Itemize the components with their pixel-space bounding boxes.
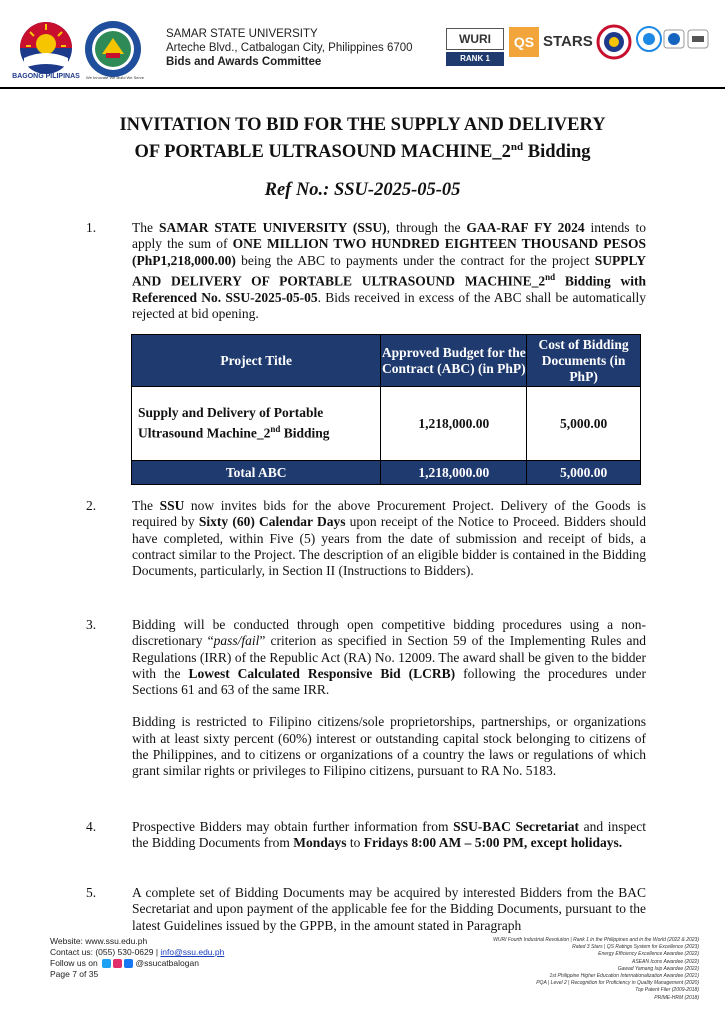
header-abc: Approved Budget for the Contract (ABC) (in PhP) (381, 335, 527, 387)
superscript: nd (270, 424, 281, 435)
title-line-2-sup: nd (510, 141, 524, 153)
total-abc: 1,218,000.00 (381, 461, 527, 485)
footer-contact-line (50, 947, 224, 958)
award-item: WURI Fourth Industrial Revolution | Rank 1 in the Philippines and in the World (2022 & 2023) (493, 937, 699, 943)
italic-run: pass/fail (213, 633, 260, 649)
paragraph-text (132, 819, 646, 852)
award-item: Rated 3 Stars | QS Ratings System for Excellence (2023) (572, 944, 699, 951)
footer-email-link[interactable]: info@ssu.edu.ph (160, 947, 225, 957)
ssu-seal-caption: We Innovate We Build We Serve (85, 75, 145, 80)
paragraph-subtext: Bidding is restricted to Filipino citizens/sole proprietorships, partnerships, or organizations with at least sixty percent (60%) interest or outstanding capital stock belonging to citizens of the Philippines, and to citizens or organizations of a country the laws or regulations of which grant similar rights or privileges to Filipino citizens, pursuant to RA No. 5183. (132, 714, 646, 779)
bold-run: Lowest Calculated Responsive Bid (LCRB) (188, 665, 456, 681)
bold-run: SUPPLY AND DELIVERY OF PORTABLE ULTRASOUND MACHINE_2 (132, 252, 646, 289)
text-run: following the procedures under Sections 61 and 63 of the same IRR. (132, 665, 647, 698)
qs-label: QS (509, 27, 539, 57)
bagong-pilipinas-logo (16, 18, 76, 80)
paragraph-text (132, 220, 646, 322)
award-item: Top Patent Filer (2009-2018) (635, 987, 699, 994)
paragraph-number: 2. (86, 498, 97, 513)
wuri-rank-badge (446, 28, 504, 68)
bagong-pilipinas-caption: BAGONG PILIPINAS (12, 73, 80, 80)
text-run: upon receipt of the Notice to Proceed. Bidders should have completed, within Five (5) years from the date of submission and receipt of bids, a contract similar to the Project. The description of an eligible bidder is contained in the Bidding Documents, particularly, in Section II (Instructions to Bidders). (132, 514, 646, 579)
bold-run: Bidding with Referenced No. SSU-2025-05-05 (132, 273, 646, 305)
twitter-icon[interactable] (102, 959, 111, 968)
bold-run: ONE MILLION TWO HUNDRED EIGHTEEN THOUSAND PESOS (PhP1,218,000.00) (132, 236, 646, 268)
text-run: to (346, 835, 364, 851)
paragraph-1 (86, 220, 646, 320)
wuri-label: WURI (446, 28, 504, 50)
bold-run: SSU-BAC Secretariat (453, 819, 579, 834)
certification-badges (663, 28, 709, 50)
quality-award-badge (636, 26, 662, 52)
qs-stars-badge (509, 27, 593, 57)
title-line-2-main: OF PORTABLE ULTRASOUND MACHINE_2 (134, 142, 511, 163)
footer-contact (50, 936, 224, 980)
text-run: Bidding will be conducted through open competitive bidding procedures using a non-discretionary “ (132, 617, 646, 649)
superscript: nd (545, 271, 556, 282)
text-run: The (132, 220, 159, 235)
footer-phone: Contact us: (055) 530-0629 | (50, 947, 161, 957)
reference-number: Ref No.: SSU-2025-05-05 (264, 180, 461, 200)
page-number: Page 7 of 35 (50, 969, 99, 979)
budget-table (131, 334, 641, 485)
text-run: now invites bids for the above Procurement Project. Delivery of the Goods is required by (132, 498, 646, 530)
table-total-row (132, 461, 641, 485)
award-item: Gawad Yamang Isip Awardee (2022) (617, 965, 699, 972)
paragraph-2 (86, 498, 646, 598)
paragraph-number: 5. (86, 885, 97, 900)
award-item: PRIME-HRM (2018) (654, 994, 699, 1001)
award-item: PQA | Level 2 | Recognition for Proficiency in Quality Management (2020) (536, 980, 699, 987)
university-name: SAMAR STATE UNIVERSITY (166, 28, 318, 40)
table-row (132, 387, 641, 461)
cell-text: Bidding (280, 425, 330, 441)
university-address: Arteche Blvd., Catbalogan City, Philippines 6700 (166, 42, 413, 54)
bold-run: Mondays (293, 835, 347, 851)
cell-cost-docs: 5,000.00 (527, 387, 641, 461)
bold-run: Sixty (60) Calendar Days (198, 514, 346, 530)
bold-run: GAA-RAF FY 2024 (466, 220, 585, 235)
cell-text: Supply and Delivery of Portable Ultrasound Machine_2 (138, 405, 324, 441)
text-run: Prospective Bidders may obtain further information from (132, 819, 454, 834)
paragraph-5 (86, 885, 646, 935)
paragraph-text (132, 498, 646, 579)
total-label: Total ABC (132, 461, 381, 485)
text-run: being the ABC to payments under the contract for the project (235, 252, 595, 268)
title-line-2-end: Bidding (523, 142, 591, 163)
total-cost-docs: 5,000.00 (527, 461, 641, 485)
text-run: and inspect the Bidding Documents from (132, 819, 646, 851)
title-line-2 (60, 136, 665, 163)
text-run: ” criterion as specified in Section 59 of the Implementing Rules and Regulations (IRR) of the Republic Act (RA) No. 12009. The award shall be given to the bidder with the (132, 633, 646, 681)
text-run: The (132, 498, 160, 513)
bold-run: Fridays 8:00 AM – 5:00 PM, except holidays. (363, 835, 623, 851)
university-address-block (166, 27, 413, 69)
cell-project-title (132, 387, 381, 461)
footer-handle: @ssucatbalogan (135, 958, 199, 968)
text-run: intends to apply the sum of (132, 220, 647, 252)
footer-follow-label: Follow us on (50, 958, 101, 968)
table-header-row (132, 335, 641, 387)
paragraph-number: 4. (86, 819, 97, 834)
stars-label: STARS (543, 33, 593, 50)
bold-run: SSU (159, 498, 185, 513)
letterhead (0, 0, 725, 88)
header-cost-docs: Cost of Bidding Documents (in PhP) (527, 335, 641, 387)
text-run: . Bids received in excess of the ABC shall be automatically rejected at bid opening. (132, 289, 646, 321)
header-project-title: Project Title (132, 335, 381, 387)
footer-website: Website: www.ssu.edu.ph (50, 936, 148, 946)
asean-award-badge (596, 24, 632, 60)
text-run: , through the (386, 220, 467, 235)
title-line-1: INVITATION TO BID FOR THE SUPPLY AND DELIVERY (119, 115, 606, 135)
bold-run: SAMAR STATE UNIVERSITY (SSU) (158, 220, 387, 235)
cell-abc: 1,218,000.00 (381, 387, 527, 461)
document-title (60, 114, 665, 163)
award-item: 1st Philippine Higher Education Internationalization Awardee (2021) (549, 973, 699, 980)
award-item: ASEAN Icons Awardee (2022) (632, 958, 699, 965)
footer-follow-line (50, 958, 224, 969)
ssu-seal-logo (84, 20, 142, 78)
award-item: Energy Efficiency Excellence Awardee (2022) (598, 951, 699, 958)
paragraph-4 (86, 819, 646, 869)
header-rule (0, 87, 725, 89)
paragraph-3 (86, 617, 646, 807)
paragraph-number: 1. (86, 220, 97, 235)
paragraph-number: 3. (86, 617, 97, 632)
paragraph-text: A complete set of Bidding Documents may be acquired by interested Bidders from the BAC Secretariat and upon payment of the applicable fee for the Bidding Documents, pursuant to the latest Guidelines issued by the GPPB, in the amount stated in Paragraph (132, 885, 646, 933)
wuri-rank: RANK 1 (446, 52, 504, 66)
facebook-icon[interactable] (124, 959, 133, 968)
office-name: Bids and Awards Committee (166, 56, 322, 68)
instagram-icon[interactable] (113, 959, 122, 968)
awards-list (379, 937, 699, 1002)
paragraph-text (132, 617, 646, 780)
